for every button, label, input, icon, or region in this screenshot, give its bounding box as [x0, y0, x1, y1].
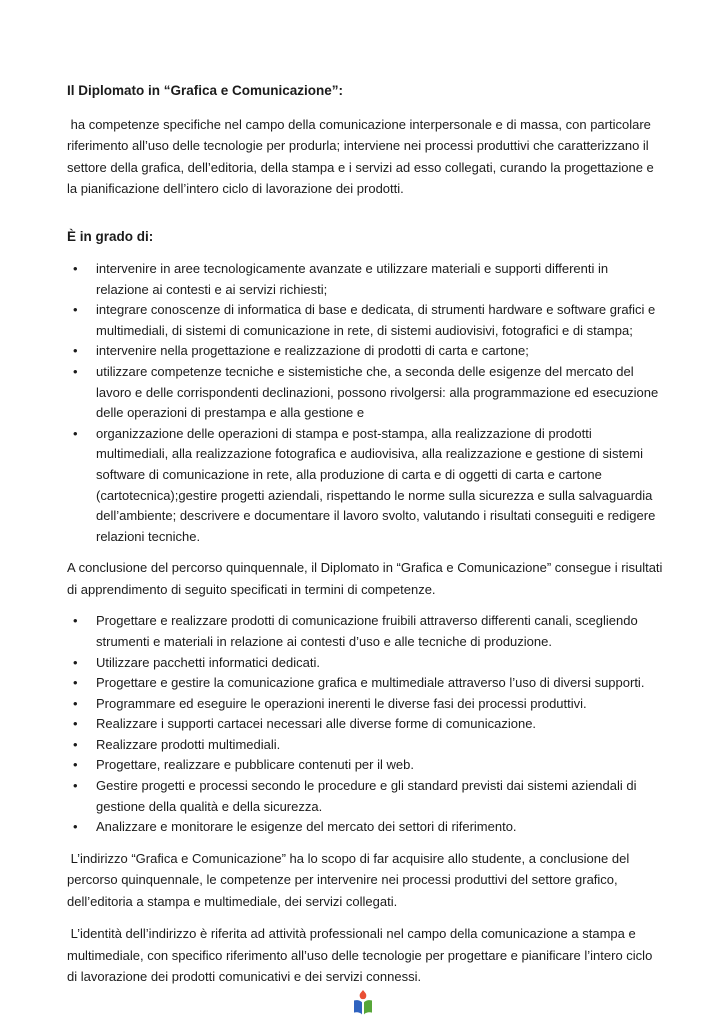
competence-item: • Analizzare e monitorare le esigenze del mercato dei settori di riferimento.: [67, 817, 663, 838]
competence-item: • Programmare ed eseguire le operazioni inerenti le diverse fasi dei processi produttivi.: [67, 694, 663, 715]
competence-item: • Progettare, realizzare e pubblicare contenuti per il web.: [67, 755, 663, 776]
competence-item: • Realizzare prodotti multimediali.: [67, 735, 663, 756]
identita-paragraph: L’identità dell’indirizzo è riferita ad attività professionali nel campo della comunicazione a stampa e multimediale, con specifico riferimento all’uso delle tecnologie per progettare e pianificare l’intero ciclo di lavorazione dei prodotti comunicativi e dei servizi connessi.: [67, 926, 656, 985]
ability-item: • intervenire in aree tecnologicamente avanzate e utilizzare materiali e supporti differenti in relazione ai contesti e ai servizi richiesti;: [67, 259, 663, 300]
abilities-bullet-list: [67, 259, 663, 547]
competence-item: • Utilizzare pacchetti informatici dedicati.: [67, 653, 663, 674]
abilities-heading: È in grado di:: [67, 228, 154, 244]
studylib-logo-icon: [353, 990, 373, 1016]
competence-item: • Progettare e gestire la comunicazione grafica e multimediale attraverso l’uso di diversi supporti.: [67, 673, 663, 694]
competences-bullet-list: [67, 611, 663, 838]
ability-item: • utilizzare competenze tecniche e sistemistiche che, a seconda delle esigenze del mercato del lavoro e delle corrispondenti declinazioni, possono rivolgersi: alla programmazione ed esecuzione delle operazioni di prestampa e alla gestione e: [67, 362, 663, 424]
ability-item: • integrare conoscenze di informatica di base e dedicata, di strumenti hardware e software grafici e multimediali, di sistemi di comunicazione in rete, di sistemi audiovisivi, fotografici e di stampa;: [67, 300, 663, 341]
indirizzo-paragraph: L’indirizzo “Grafica e Comunicazione” ha lo scopo di far acquisire allo studente, a conclusione del percorso quinquennale, le competenze per intervenire nei processi produttivi del settore grafico, dell’editoria a stampa e multimediale, dei servizi collegati.: [67, 850, 633, 909]
competence-item: • Realizzare i supporti cartacei necessari alle diverse forme di comunicazione.: [67, 714, 663, 735]
document-title: Il Diplomato in “Grafica e Comunicazione”:: [67, 83, 344, 98]
ability-item: • organizzazione delle operazioni di stampa e post-stampa, alla realizzazione di prodotti multimediali, alla realizzazione fotografica e audiovisiva, alla realizzazione e gestione di sistemi software di comunicazione in rete, alla produzione di carta e di oggetti di carta e cartone (cartotecnica);gestire progetti aziendali, rispettando le norme sulla sicurezza e sulla salvaguardia dell’ambiente; descrivere e documentare il lavoro svolto, valutando i risultati conseguiti e redigere relazioni tecniche.: [67, 424, 663, 548]
intro-paragraph: ha competenze specifiche nel campo della comunicazione interpersonale e di massa, con particolare riferimento all’uso delle tecnologie per produrla; interviene nei processi produttivi che caratterizzano il settore della grafica, dell’editoria, della stampa e i servizi ad esso collegati, curando la progettazione e la pianificazione dell’intero ciclo di lavorazione dei prodotti.: [67, 116, 658, 196]
ability-item: • intervenire nella progettazione e realizzazione di prodotti di carta e cartone;: [67, 341, 663, 362]
competence-item: • Gestire progetti e processi secondo le procedure e gli standard previsti dai sistemi aziendali di gestione della qualità e della sicurezza.: [67, 776, 663, 817]
conclusion-paragraph: A conclusione del percorso quinquennale, il Diplomato in “Grafica e Comunicazione” consegue i risultati di apprendimento di seguito specificati in termini di competenze.: [67, 560, 667, 597]
competence-item: • Progettare e realizzare prodotti di comunicazione fruibili attraverso differenti canali, scegliendo strumenti e materiali in relazione ai contesti d’uso e alle tecniche di produzione.: [67, 611, 663, 652]
